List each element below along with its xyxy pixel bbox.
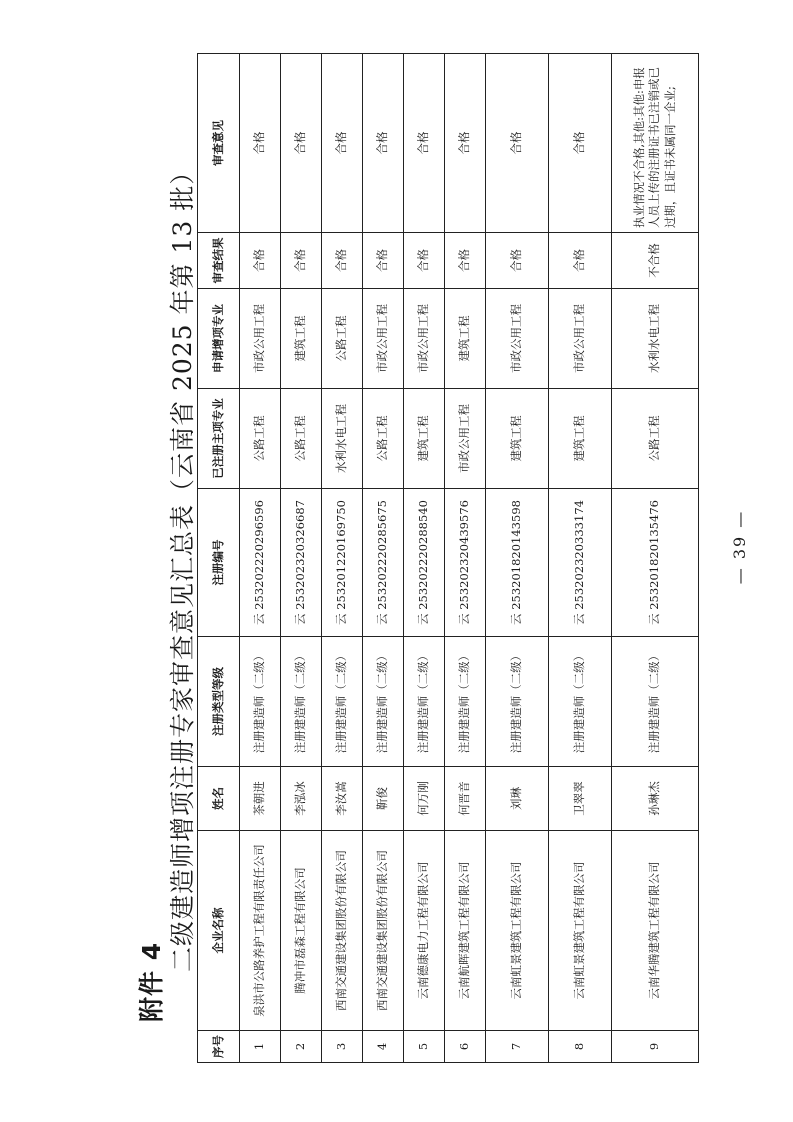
cell-opinion: 合格 (445, 54, 486, 233)
table-row (240, 54, 281, 1063)
cell-registered-major: 公路工程 (363, 389, 404, 489)
cell-reg-no: 云 253202220285675 (363, 489, 404, 637)
cell-applied-major: 建筑工程 (445, 289, 486, 389)
cell-applied-major: 市政公用工程 (404, 289, 445, 389)
cell-name: 靳俊 (363, 767, 404, 831)
cell-company: 云南华腾建筑工程有限公司 (612, 831, 699, 1031)
cell-seq: 5 (404, 1031, 445, 1063)
document-title: 二级建造师增项注册专家审查意见汇总表（云南省 2025 年第 13 批） (168, 158, 197, 972)
table-row (322, 54, 363, 1063)
cell-result: 合格 (240, 233, 281, 289)
cell-result: 不合格 (612, 233, 699, 289)
cell-company: 云南虹景建筑工程有限公司 (486, 831, 549, 1031)
cell-registered-major: 建筑工程 (404, 389, 445, 489)
cell-company: 西南交通建设集团股份有限公司 (363, 831, 404, 1031)
cell-applied-major: 公路工程 (322, 289, 363, 389)
cell-opinion: 合格 (281, 54, 322, 233)
table-row (281, 54, 322, 1063)
cell-reg-no: 云 253202320333174 (549, 489, 612, 637)
cell-reg-type: 注册建造师（二级） (549, 637, 612, 767)
cell-result: 合格 (322, 233, 363, 289)
cell-reg-no: 云 253201220169750 (322, 489, 363, 637)
cell-seq: 4 (363, 1031, 404, 1063)
cell-reg-type: 注册建造师（二级） (281, 637, 322, 767)
cell-registered-major: 市政公用工程 (445, 389, 486, 489)
cell-result: 合格 (486, 233, 549, 289)
table-row (549, 54, 612, 1063)
header-opinion: 审查意见 (198, 54, 240, 233)
cell-result: 合格 (363, 233, 404, 289)
cell-seq: 1 (240, 1031, 281, 1063)
cell-name: 李泓冰 (281, 767, 322, 831)
review-summary-table (197, 53, 699, 1063)
header-applied-major: 申请增项专业 (198, 289, 240, 389)
cell-reg-type: 注册建造师（二级） (612, 637, 699, 767)
cell-reg-type: 注册建造师（二级） (322, 637, 363, 767)
cell-seq: 7 (486, 1031, 549, 1063)
cell-reg-type: 注册建造师（二级） (363, 637, 404, 767)
cell-applied-major: 市政公用工程 (486, 289, 549, 389)
cell-name: 茶朝进 (240, 767, 281, 831)
cell-name: 卫翠翠 (549, 767, 612, 831)
cell-reg-type: 注册建造师（二级） (445, 637, 486, 767)
cell-opinion: 合格 (363, 54, 404, 233)
header-seq: 序号 (198, 1031, 240, 1063)
cell-name: 何晋音 (445, 767, 486, 831)
cell-applied-major: 建筑工程 (281, 289, 322, 389)
cell-seq: 2 (281, 1031, 322, 1063)
cell-reg-no: 云 253202220288540 (404, 489, 445, 637)
cell-result: 合格 (281, 233, 322, 289)
cell-reg-no: 云 253202320326687 (281, 489, 322, 637)
cell-name: 何万刚 (404, 767, 445, 831)
attachment-label: 附件 4 (137, 941, 166, 1022)
cell-applied-major: 市政公用工程 (363, 289, 404, 389)
cell-reg-type: 注册建造师（二级） (404, 637, 445, 767)
cell-reg-no: 云 253202220296596 (240, 489, 281, 637)
cell-name: 李汝嵩 (322, 767, 363, 831)
cell-seq: 3 (322, 1031, 363, 1063)
cell-opinion: 合格 (240, 54, 281, 233)
page-number: — 39 — (730, 509, 749, 585)
cell-registered-major: 公路工程 (612, 389, 699, 489)
cell-opinion: 合格 (549, 54, 612, 233)
cell-applied-major: 市政公用工程 (549, 289, 612, 389)
cell-applied-major: 水利水电工程 (612, 289, 699, 389)
cell-registered-major: 建筑工程 (549, 389, 612, 489)
cell-registered-major: 水利水电工程 (322, 389, 363, 489)
cell-registered-major: 公路工程 (281, 389, 322, 489)
cell-opinion: 执业情况不合格,其他:其他:申报人员上传的注册证书已注销或已过期，且证书未属同一企业; (612, 54, 699, 233)
header-company: 企业名称 (198, 831, 240, 1031)
cell-opinion: 合格 (486, 54, 549, 233)
cell-company: 西南交通建设集团股份有限公司 (322, 831, 363, 1031)
cell-registered-major: 公路工程 (240, 389, 281, 489)
cell-company: 泉洪市公路养护工程有限责任公司 (240, 831, 281, 1031)
header-name: 姓名 (198, 767, 240, 831)
cell-name: 孙琳杰 (612, 767, 699, 831)
table-row (363, 54, 404, 1063)
header-reg-type: 注册类型等级 (198, 637, 240, 767)
cell-company: 云南航晖建筑工程有限公司 (445, 831, 486, 1031)
cell-opinion: 合格 (322, 54, 363, 233)
header-registered-major: 已注册主项专业 (198, 389, 240, 489)
cell-reg-no: 云 253201820143598 (486, 489, 549, 637)
cell-company: 云南虹景建筑工程有限公司 (549, 831, 612, 1031)
cell-reg-type: 注册建造师（二级） (486, 637, 549, 767)
cell-reg-no: 云 253201820135476 (612, 489, 699, 637)
cell-opinion: 合格 (404, 54, 445, 233)
table-row (404, 54, 445, 1063)
cell-reg-type: 注册建造师（二级） (240, 637, 281, 767)
cell-result: 合格 (445, 233, 486, 289)
cell-applied-major: 市政公用工程 (240, 289, 281, 389)
cell-result: 合格 (404, 233, 445, 289)
header-result: 审查结果 (198, 233, 240, 289)
cell-name: 刘琳 (486, 767, 549, 831)
cell-reg-no: 云 253202320439576 (445, 489, 486, 637)
cell-result: 合格 (549, 233, 612, 289)
cell-registered-major: 建筑工程 (486, 389, 549, 489)
cell-company: 云南德康电力工程有限公司 (404, 831, 445, 1031)
cell-seq: 9 (612, 1031, 699, 1063)
cell-company: 腾冲市磊森工程有限公司 (281, 831, 322, 1031)
table-row (445, 54, 486, 1063)
cell-seq: 6 (445, 1031, 486, 1063)
header-reg-no: 注册编号 (198, 489, 240, 637)
table-row (612, 54, 699, 1063)
table-header-row (198, 54, 240, 1063)
cell-seq: 8 (549, 1031, 612, 1063)
table-row (486, 54, 549, 1063)
